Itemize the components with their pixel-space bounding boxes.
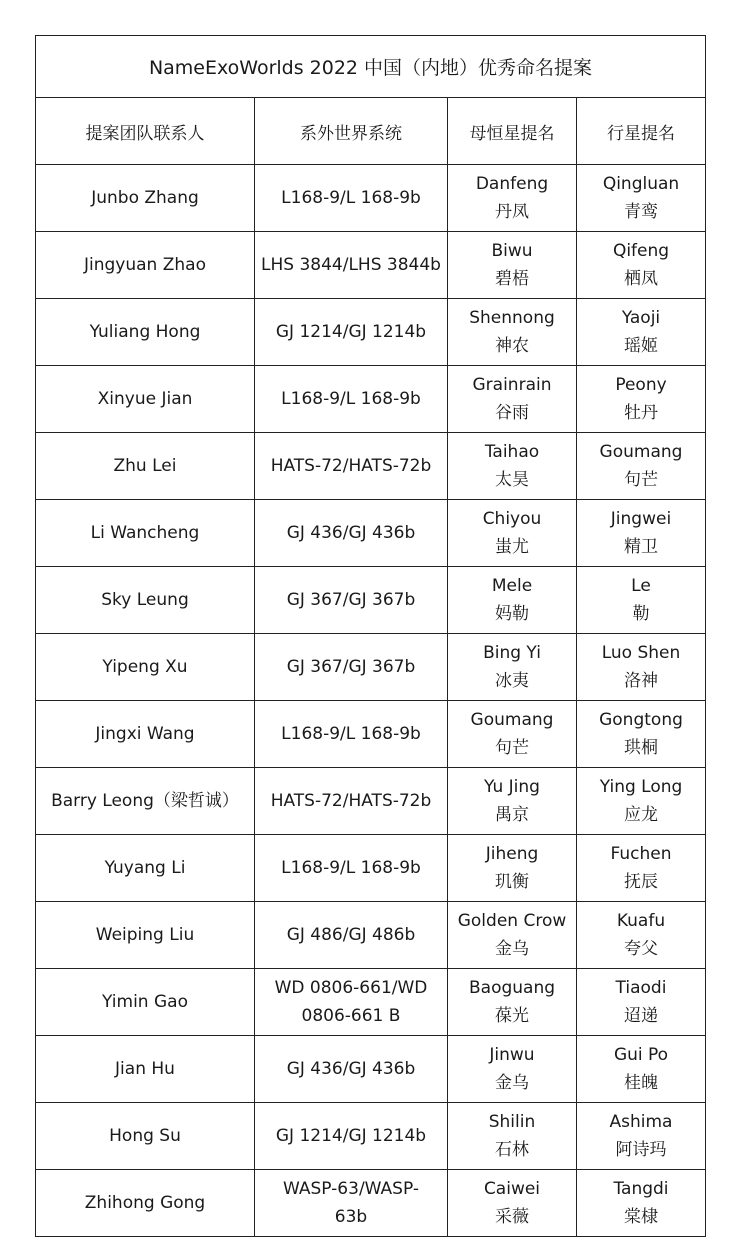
cell-star-name [448,433,577,500]
contact-name: Hong Su [109,1126,181,1146]
table-row [36,634,706,701]
system-name: L168-9/L 168-9b [281,858,421,878]
cell-contact [36,634,255,701]
contact-name: Weiping Liu [95,925,195,945]
planet-name-en: Yaoji [621,308,661,328]
star-name-zh: 丹凤 [495,202,529,222]
cell-star-name [448,768,577,835]
cell-planet-name [577,232,706,299]
planet-name-en: Peony [615,375,667,395]
contact-name: Sky Leung [101,590,189,610]
star-name-en: Jiheng [485,844,539,864]
contact-name: Li Wancheng [90,523,200,543]
cell-star-name [448,567,577,634]
planet-name-en: Gongtong [599,710,683,730]
planet-name-en: Fuchen [610,844,672,864]
system-name: GJ 486/GJ 486b [286,925,416,945]
system-name-line2: 63b [334,1207,368,1227]
cell-contact [36,500,255,567]
planet-name-zh: 抚辰 [624,872,658,892]
cell-planet-name [577,1036,706,1103]
contact-name: Junbo Zhang [91,188,199,208]
cell-planet-name [577,835,706,902]
cell-star-name [448,969,577,1036]
cell-planet-name [577,634,706,701]
contact-name: Yipeng Xu [102,657,188,677]
star-name-zh: 玑衡 [495,872,529,892]
header-star-name: 母恒星提名 [448,98,577,165]
cell-planet-name [577,1103,706,1170]
planet-name-zh: 桂魄 [624,1073,658,1093]
star-name-zh: 金乌 [495,1073,529,1093]
system-name: L168-9/L 168-9b [281,389,421,409]
cell-planet-name [577,299,706,366]
contact-name: Jingyuan Zhao [84,255,206,275]
planet-name-zh: 栖凤 [624,269,658,289]
system-name: L168-9/L 168-9b [281,188,421,208]
star-name-en: Grainrain [472,375,552,395]
contact-name: Yuyang Li [104,858,186,878]
star-name-zh: 金乌 [495,939,529,959]
cell-planet-name [577,500,706,567]
planet-name-zh: 夸父 [624,939,658,959]
star-name-zh: 神农 [495,336,529,356]
cell-star-name [448,835,577,902]
star-name-en: Mele [491,576,533,596]
cell-star-name [448,165,577,232]
cell-star-name [448,1103,577,1170]
star-name-en: Golden Crow [457,911,567,931]
star-name-en: Bing Yi [483,643,541,663]
cell-contact [36,835,255,902]
cell-star-name [448,1170,577,1237]
header-planet-name: 行星提名 [577,98,706,165]
planet-name-en: Qifeng [612,241,670,261]
system-name: GJ 1214/GJ 1214b [275,1126,427,1146]
header-contact: 提案团队联系人 [36,98,255,165]
star-name-zh: 禺京 [495,805,529,825]
star-name-en: Danfeng [475,174,549,194]
star-name-zh: 冰夷 [495,671,529,691]
cell-contact [36,969,255,1036]
cell-system [255,634,448,701]
cell-system [255,165,448,232]
planet-name-en: Gui Po [613,1045,669,1065]
star-name-en: Jinwu [489,1045,535,1065]
system-name: GJ 367/GJ 367b [286,657,416,677]
system-name: LHS 3844/LHS 3844b [261,255,441,275]
star-name-en: Shennong [469,308,555,328]
cell-planet-name [577,567,706,634]
star-name-en: Yu Jing [484,777,540,797]
cell-star-name [448,500,577,567]
table-row [36,1170,706,1237]
planet-name-zh: 瑶姬 [624,336,658,356]
star-name-en: Caiwei [483,1179,541,1199]
cell-star-name [448,902,577,969]
cell-system [255,366,448,433]
planet-name-en: Ying Long [599,777,683,797]
table-row [36,701,706,768]
planet-name-en: Ashima [609,1112,673,1132]
contact-name: Barry Leong（梁哲诚） [51,791,239,811]
table-row [36,1036,706,1103]
table-row [36,433,706,500]
planet-name-zh: 句芒 [624,470,658,490]
planet-name-zh: 珙桐 [624,738,658,758]
cell-system [255,567,448,634]
system-name: GJ 436/GJ 436b [286,1059,416,1079]
cell-planet-name [577,902,706,969]
system-name-line1: WD 0806-661/WD [274,978,428,998]
star-name-en: Baoguang [468,978,556,998]
cell-star-name [448,634,577,701]
system-name: GJ 436/GJ 436b [286,523,416,543]
proposal-table [35,35,706,1237]
contact-name: Jingxi Wang [95,724,195,744]
header-system: 系外世界系统 [255,98,448,165]
cell-system [255,299,448,366]
table-row [36,902,706,969]
table-row [36,366,706,433]
cell-system [255,835,448,902]
planet-name-en: Luo Shen [601,643,681,663]
contact-name: Zhu Lei [113,456,177,476]
planet-name-en: Goumang [599,442,683,462]
table-row [36,567,706,634]
planet-name-en: Qingluan [602,174,680,194]
planet-name-zh: 棠棣 [624,1207,658,1227]
system-name-line1: WASP-63/WASP- [283,1179,419,1199]
cell-star-name [448,299,577,366]
cell-contact [36,433,255,500]
contact-name: Xinyue Jian [97,389,193,409]
star-name-zh: 采薇 [495,1207,529,1227]
table-row [36,1103,706,1170]
planet-name-en: Jingwei [610,509,672,529]
cell-contact [36,232,255,299]
table-row [36,232,706,299]
cell-contact [36,567,255,634]
star-name-zh: 太昊 [495,470,529,490]
cell-planet-name [577,969,706,1036]
table-row [36,165,706,232]
planet-name-en: Tangdi [613,1179,669,1199]
star-name-zh: 句芒 [495,738,529,758]
planet-name-en: Le [631,576,651,596]
star-name-zh: 碧梧 [495,269,529,289]
cell-system [255,701,448,768]
planet-name-zh: 牡丹 [624,403,658,423]
star-name-zh: 谷雨 [495,403,529,423]
cell-contact [36,299,255,366]
star-name-en: Chiyou [482,509,542,529]
title-row [36,36,706,98]
cell-planet-name [577,165,706,232]
star-name-zh: 石林 [495,1140,529,1160]
cell-planet-name [577,366,706,433]
planet-name-zh: 应龙 [624,805,658,825]
cell-planet-name [577,768,706,835]
system-name: GJ 1214/GJ 1214b [275,322,427,342]
system-name: HATS-72/HATS-72b [270,791,432,811]
table-row [36,835,706,902]
cell-system [255,500,448,567]
system-name: HATS-72/HATS-72b [270,456,432,476]
cell-star-name [448,1036,577,1103]
table-row [36,768,706,835]
planet-name-zh: 勒 [632,604,650,624]
star-name-en: Shilin [488,1112,536,1132]
cell-system [255,1170,448,1237]
planet-name-en: Kuafu [616,911,666,931]
star-name-en: Taihao [484,442,540,462]
system-name: GJ 367/GJ 367b [286,590,416,610]
cell-contact [36,165,255,232]
cell-planet-name [577,1170,706,1237]
cell-system [255,969,448,1036]
proposal-table-container [35,35,705,1237]
cell-star-name [448,232,577,299]
cell-planet-name [577,701,706,768]
header-row [36,98,706,165]
planet-name-zh: 阿诗玛 [615,1140,667,1160]
star-name-en: Biwu [491,241,533,261]
system-name: L168-9/L 168-9b [281,724,421,744]
cell-system [255,1036,448,1103]
cell-system [255,1103,448,1170]
planet-name-zh: 迢递 [624,1006,658,1026]
cell-star-name [448,366,577,433]
cell-system [255,232,448,299]
star-name-zh: 蚩尤 [495,537,529,557]
cell-contact [36,1103,255,1170]
system-name-line2: 0806-661 B [301,1006,401,1026]
cell-contact [36,366,255,433]
cell-system [255,433,448,500]
cell-system [255,768,448,835]
table-row [36,500,706,567]
planet-name-zh: 精卫 [624,537,658,557]
star-name-en: Goumang [470,710,554,730]
contact-name: Jian Hu [115,1059,175,1079]
cell-planet-name [577,433,706,500]
star-name-zh: 葆光 [495,1006,529,1026]
star-name-zh: 妈勒 [495,604,529,624]
planet-name-en: Tiaodi [615,978,667,998]
cell-system [255,902,448,969]
table-row [36,969,706,1036]
contact-name: Yuliang Hong [89,322,201,342]
contact-name: Yimin Gao [102,992,188,1012]
planet-name-zh: 洛神 [624,671,658,691]
contact-name: Zhihong Gong [84,1193,206,1213]
planet-name-zh: 青鸾 [624,202,658,222]
cell-contact [36,768,255,835]
cell-contact [36,1170,255,1237]
cell-contact [36,1036,255,1103]
table-title: NameExoWorlds 2022 中国（内地）优秀命名提案 [36,36,706,98]
cell-contact [36,701,255,768]
cell-contact [36,902,255,969]
table-row [36,299,706,366]
cell-star-name [448,701,577,768]
